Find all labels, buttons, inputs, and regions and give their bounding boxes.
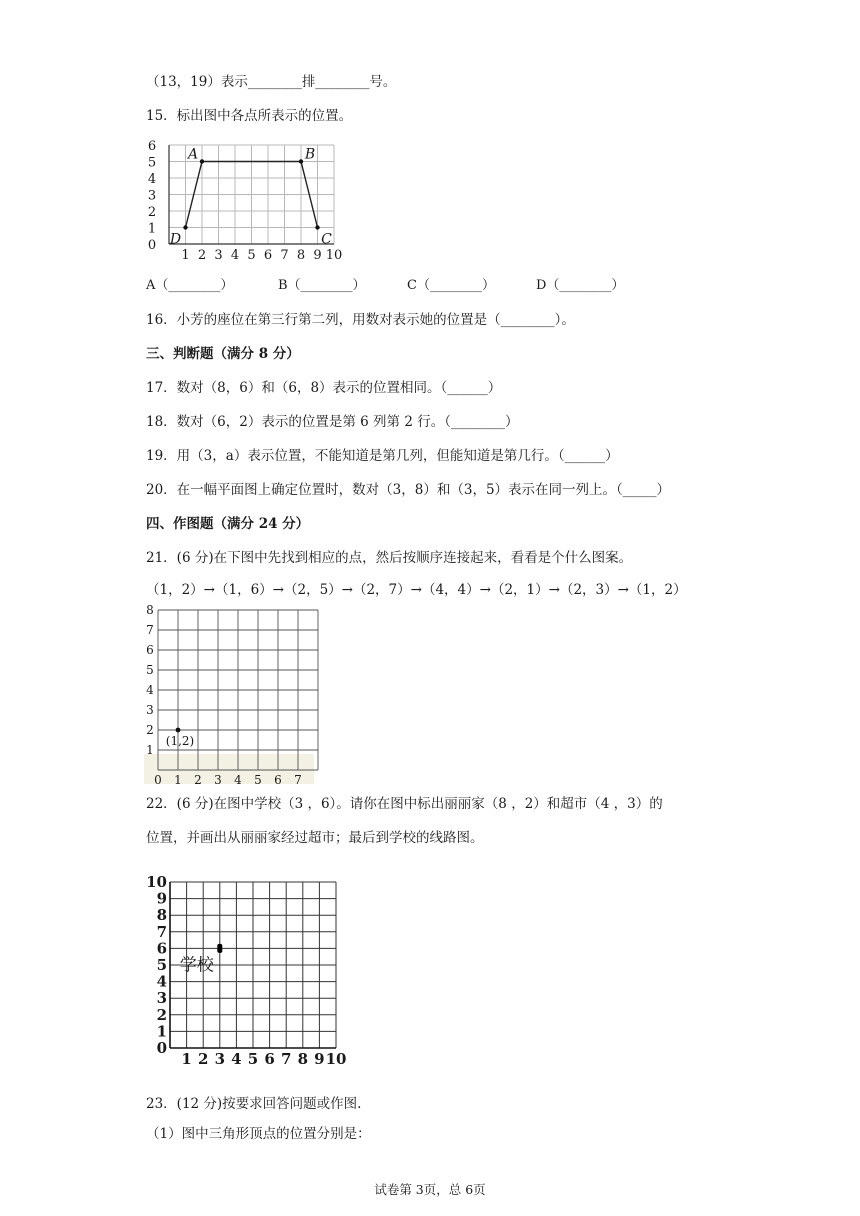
grid15-point-c xyxy=(315,225,319,229)
grid21-y-tick-label: 2 xyxy=(146,723,154,737)
section-4-heading: 四、作图题（满分 24 分） xyxy=(146,516,310,532)
grid22-y-tick-label: 7 xyxy=(156,922,167,941)
grid15-y-tick-label: 3 xyxy=(147,188,157,204)
grid21-scan-tint xyxy=(144,754,314,784)
grid22-x-tick-label: 4 xyxy=(231,1050,242,1068)
grid22-school-label: 学校 xyxy=(179,955,214,976)
grid21-x-tick-label: 7 xyxy=(294,773,302,787)
grid15-x-tick-label: 4 xyxy=(230,248,240,263)
q21-grid-figure xyxy=(142,604,324,786)
grid15-point-a xyxy=(200,159,204,163)
grid21-y-tick-label: 6 xyxy=(146,643,154,657)
grid15-point-label-b: B xyxy=(304,146,316,163)
q15-option-a: A（________） xyxy=(146,278,234,293)
grid21-y-tick-label: 7 xyxy=(146,623,154,637)
grid21-y-tick-label: 8 xyxy=(146,603,154,617)
grid22-y-tick-label: 8 xyxy=(156,906,167,925)
grid22-y-tick-label: 6 xyxy=(156,939,167,958)
q22-text-1: 22．(6 分)在图中学校（3 ，6）。请你在图中标出丽丽家（8 ，2）和超市（4 ，3）的 xyxy=(146,796,663,812)
grid22-x-tick-label: 10 xyxy=(325,1050,347,1068)
grid15-point-label-a: A xyxy=(187,146,199,163)
grid22-x-tick-label: 8 xyxy=(297,1050,309,1068)
grid15-point-label-c: C xyxy=(321,231,332,248)
q23-text: 23．(12 分)按要求回答问题或作图. xyxy=(146,1096,362,1112)
grid21-y-tick-label: 5 xyxy=(146,663,154,677)
grid15-y-tick-label: 2 xyxy=(147,205,157,220)
grid22-x-tick-label: 7 xyxy=(280,1050,292,1068)
section-3-heading: 三、判断题（满分 8 分） xyxy=(146,346,300,362)
q22-grid-figure xyxy=(142,872,374,1068)
q21-sequence: （1，2）→（1，6）→（2，5）→（2，7）→（4，4）→（2，1）→（2，3）→（1，2） xyxy=(146,582,687,598)
q17-text: 17．数对（8，6）和（6，8）表示的位置相同。（______） xyxy=(146,380,502,396)
grid15-y-tick-label: 6 xyxy=(147,139,157,154)
grid21-x-tick-label: 0 xyxy=(154,773,162,787)
q15-option-b: B（________） xyxy=(278,278,366,293)
grid22-y-tick-label: 2 xyxy=(156,1005,167,1024)
grid22-y-tick-label: 10 xyxy=(146,873,167,891)
grid22-y-tick-label: 4 xyxy=(156,972,167,991)
grid15-y-tick-label: 4 xyxy=(147,172,157,187)
grid21-x-tick-label: 4 xyxy=(234,773,242,787)
q15-option-d: D（________） xyxy=(536,278,625,293)
grid15-point-b xyxy=(299,159,303,163)
grid21-start-point-label: (1,2) xyxy=(165,734,195,748)
grid21-x-tick-label: 2 xyxy=(194,773,202,787)
grid22-x-tick-label: 6 xyxy=(264,1050,275,1068)
grid15-x-tick-label: 8 xyxy=(296,248,306,263)
grid21-y-tick-label: 4 xyxy=(146,683,154,697)
grid22-y-tick-label: 3 xyxy=(156,989,167,1008)
grid21-x-tick-label: 1 xyxy=(174,773,182,787)
grid15-x-tick-label: 2 xyxy=(197,248,207,263)
q23-part1: （1）图中三角形顶点的位置分别是： xyxy=(146,1126,371,1142)
grid22-y-tick-label: 1 xyxy=(156,1022,167,1041)
q14-line: （13，19）表示________排________号。 xyxy=(146,74,397,90)
grid22-x-tick-label: 1 xyxy=(181,1050,192,1068)
grid21-x-tick-label: 6 xyxy=(274,773,282,787)
q22-text-2: 位置，并画出从丽丽家经过超市；最后到学校的线路图。 xyxy=(146,830,484,846)
grid21-y-tick-label: 3 xyxy=(146,703,154,717)
grid22-x-tick-label: 2 xyxy=(197,1050,209,1068)
grid15-x-tick-label: 5 xyxy=(247,248,256,263)
grid15-x-tick-label: 6 xyxy=(263,248,273,263)
grid21-x-tick-label: 5 xyxy=(254,773,262,787)
grid15-y-tick-label: 5 xyxy=(147,155,157,171)
page-footer: 试卷第 3页，总 6页 xyxy=(374,1182,486,1197)
grid22-y-tick-label: 9 xyxy=(156,889,167,908)
grid15-x-tick-label: 9 xyxy=(313,248,322,263)
grid21-start-point xyxy=(176,728,181,733)
grid22-x-tick-label: 5 xyxy=(247,1050,259,1068)
grid22-x-tick-label: 9 xyxy=(314,1050,325,1068)
grid22-x-tick-label: 3 xyxy=(214,1050,226,1068)
grid15-point-d xyxy=(183,225,187,229)
grid15-x-tick-label: 1 xyxy=(181,248,190,263)
q15-text: 15．标出图中各点所表示的位置。 xyxy=(146,108,353,124)
grid22-y-tick-label: 0 xyxy=(156,1039,167,1057)
grid21-x-tick-label: 3 xyxy=(214,773,222,787)
grid21-y-tick-label: 1 xyxy=(146,743,154,757)
grid15-x-tick-label: 3 xyxy=(214,248,223,263)
grid15-point-label-d: D xyxy=(169,231,182,248)
q15-option-c: C（________） xyxy=(407,278,495,293)
grid15-y-tick-label: 0 xyxy=(147,238,157,253)
grid15-x-tick-label: 10 xyxy=(325,248,343,263)
q19-text: 19．用（3，a）表示位置，不能知道是第几列，但能知道是第几行。（______） xyxy=(146,448,619,464)
grid15-y-tick-label: 1 xyxy=(147,221,157,237)
q16-text: 16．小芳的座位在第三行第二列，用数对表示她的位置是（________）。 xyxy=(146,312,575,328)
q15-grid-figure xyxy=(140,138,343,266)
grid22-y-tick-label: 5 xyxy=(156,956,167,974)
grid15-x-tick-label: 7 xyxy=(280,248,289,263)
grid22-school-point xyxy=(217,944,222,953)
q18-text: 18．数对（6，2）表示的位置是第 6 列第 2 行。（________） xyxy=(146,414,519,430)
q21-text: 21．(6 分)在下图中先找到相应的点，然后按顺序连接起来，看看是个什么图案。 xyxy=(146,550,633,566)
q20-text: 20．在一幅平面图上确定位置时，数对（3，8）和（3，5）表示在同一列上。（_____） xyxy=(146,482,671,498)
